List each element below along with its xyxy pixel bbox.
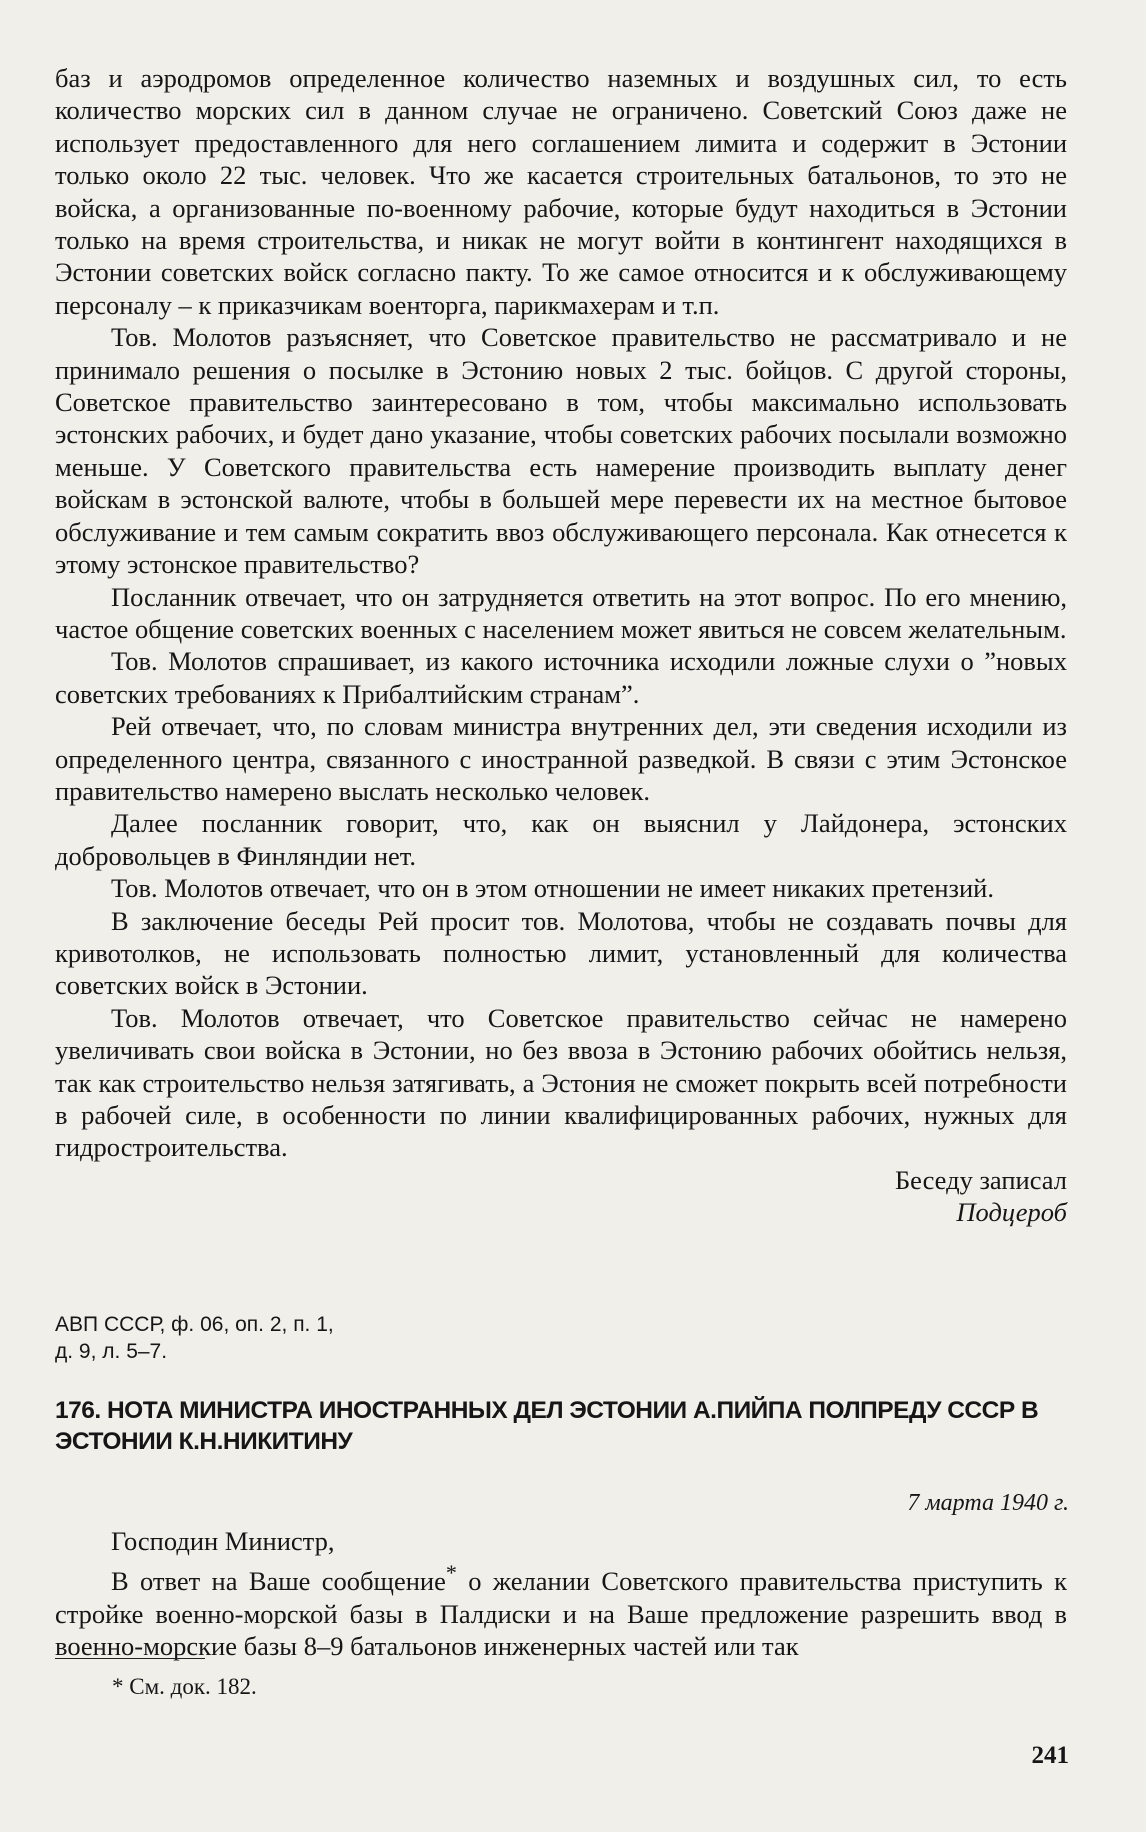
letter-body <box>55 1525 1067 1662</box>
archive-reference <box>55 1311 415 1365</box>
paragraph-2: Тов. Молотов разъясняет, что Советское правительство не рассматривало и не принимало решения о посылке в Эстонию новых 2 тыс. бойцов. С другой стороны, Советское правительство заинтересовано в том, чтобы максимально использовать эстонских рабочих, и будет дано указание, чтобы советских рабочих посылали возможно меньше. У Советского правительства есть намерение производить выплату денег войскам в эстонской валюте, чтобы в большей мере перевести их на местное бытовое обслуживание и тем самым сократить ввоз обслуживающего персонала. Как отнесется к этому эстонское правительство? <box>55 322 1067 580</box>
page-number: 241 <box>1031 1742 1069 1769</box>
archive-reference-line-2: д. 9, л. 5–7. <box>55 1340 168 1363</box>
paragraph-4: Тов. Молотов спрашивает, из какого источника исходили ложные слухи о ”новых советских требованиях к Прибалтийским странам”. <box>55 646 1067 709</box>
signature-name: Подцероб <box>956 1197 1067 1228</box>
letter-paragraph <box>55 1557 1067 1662</box>
paragraph-6: Далее посланник говорит, что, как он выяснил у Лайдонера, эстонских добровольцев в Финляндии нет. <box>55 808 1067 871</box>
paragraph-3: Посланник отвечает, что он затрудняется ответить на этот вопрос. По его мнению, частое общение советских военных с населением может явиться не совсем желательным. <box>55 581 1067 644</box>
signature-line: Беседу записал <box>894 1164 1067 1195</box>
footnote: * См. док. 182. <box>112 1674 257 1699</box>
footnote-divider <box>55 1658 205 1659</box>
document-heading: 176. НОТА МИНИСТРА ИНОСТРАННЫХ ДЕЛ ЭСТОНИИ А.ПИЙПА ПОЛПРЕДУ СССР В ЭСТОНИИ К.Н.НИКИТИНУ <box>55 1397 1039 1455</box>
signature-block <box>55 1164 1067 1229</box>
letter-text-end: о желании Советского правительства приступить к стройке военно-морской базы в Палдиски и на Ваше предложение разрешить ввод в военно-морские базы 8–9 батальонов инженерных частей или так <box>55 1566 1067 1662</box>
paragraph-7: Тов. Молотов отвечает, что он в этом отношении не имеет никаких претензий. <box>111 873 994 904</box>
footnote-mark: * <box>445 1560 457 1586</box>
conversation-record <box>55 62 1067 1229</box>
archive-reference-line-1: АВП СССР, ф. 06, оп. 2, п. 1, <box>55 1313 334 1336</box>
document-date: 7 марта 1940 г. <box>907 1490 1069 1516</box>
paragraph-5: Рей отвечает, что, по словам министра внутренних дел, эти сведения исходили из определенного центра, связанного с иностранной разведкой. В связи с этим Эстонское правительство намерено выслать несколько человек. <box>55 711 1067 806</box>
letter-text-start: В ответ на Ваше сообщение <box>111 1566 446 1597</box>
paragraph-9: Тов. Молотов отвечает, что Советское правительство сейчас не намерено увеличивать свои войска в Эстонии, но без ввоза в Эстонию рабочих обойтись нельзя, так как строительство нельзя затягивать, а Эстония не сможет покрыть всей потребности в рабочей силе, в особенности по линии квалифицированных рабочих, нужных для гидростроительства. <box>55 1002 1067 1163</box>
paragraph-8: В заключение беседы Рей просит тов. Молотова, чтобы не создавать почвы для кривотолков, не использовать полностью лимит, установленный для количества советских войск в Эстонии. <box>55 905 1067 1001</box>
salutation: Господин Министр, <box>111 1526 335 1556</box>
paragraph-1: баз и аэродромов определенное количество наземных и воздушных сил, то есть количество морских сил в данном случае не ограничено. Советский Союз даже не использует предоставленного для него соглашением лимита и содержит в Эстонии только около 22 тыс. человек. Что же касается строительных батальонов, то это не войска, а организованные по-военному рабочие, которые будут находиться в Эстонии только на время строительства, и никак не могут войти в контингент находящихся в Эстонии советских войск согласно пакту. То же самое относится и к обслуживающему персоналу – к приказчикам военторга, парикмахерам и т.п. <box>55 63 1067 320</box>
